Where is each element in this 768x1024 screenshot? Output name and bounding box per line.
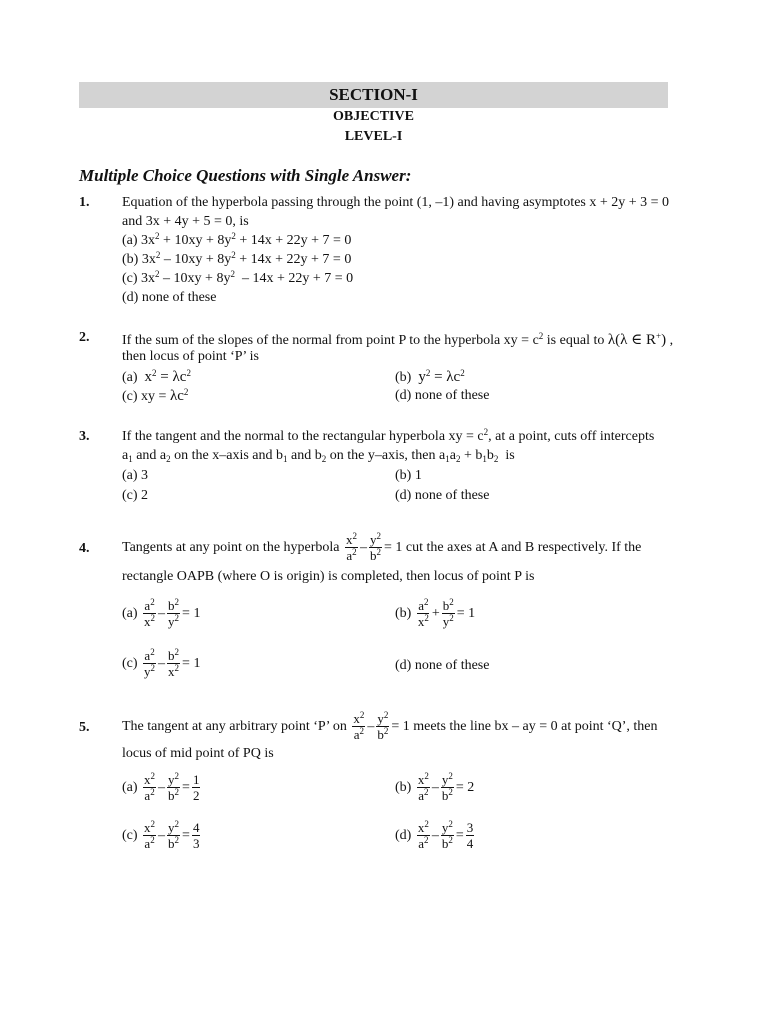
question-4-stem: Tangents at any point on the hyperbola $\frac{x^2}{a^2}$ – $\frac{y^2}{b^2}$ = 1 cut the axes at A and B respectively. If the [122, 531, 642, 564]
question-2-option-b: (b) $y^2 = \lambda c^2$ [395, 368, 465, 385]
question-5-option-b: (b) $\frac{x^2}{a^2}$ – $\frac{y^2}{b^2}$ = 2 [395, 771, 475, 804]
question-5-stem: The tangent at any arbitrary point ‘P’ on $\frac{x^2}{a^2}$ – $\frac{y^2}{b^2}$ = 1 meets the line bx – ay = 0 at point ‘Q’, then [122, 710, 658, 743]
question-3-stem-cont: $a_1$ and $a_2$ on the x–axis and $b_1$ and $b_2$ on the y–axis, then $a_1a_2 + b_1b_2$ is [122, 448, 515, 464]
question-5-stem-cont: locus of mid point of PQ is [122, 746, 274, 761]
question-3-option-b: (b) 1 [395, 468, 422, 483]
question-5-stem-text: The tangent at any arbitrary point ‘P’ on [122, 719, 347, 734]
question-4-stem-text: Tangents at any point on the hyperbola [122, 540, 340, 555]
question-4-number: 4. [79, 541, 90, 556]
objective-label: OBJECTIVE [333, 109, 414, 124]
question-2-stem-text: If the sum of the slopes of the normal from point P to the hyperbola xy = c [122, 333, 539, 348]
question-type-heading: Multiple Choice Questions with Single Answer: [79, 166, 412, 185]
question-1-option-d: (d) none of these [122, 290, 217, 305]
question-1-option-a: (a) $3x^2 + 10xy + 8y^2 + 14x + 22y + 7 = 0$ [122, 231, 352, 248]
question-5-option-a: (a) $\frac{x^2}{a^2}$ – $\frac{y^2}{b^2}$ = $\frac{1}{2}$ [122, 771, 200, 804]
question-3-option-c: (c) 2 [122, 488, 149, 503]
question-1-option-b: (b) $3x^2 - 10xy + 8y^2 + 14x + 22y + 7 = 0$ [122, 250, 352, 267]
question-4-stem-cont: rectangle OAPB (where O is origin) is completed, then locus of point P is [122, 569, 535, 584]
question-5-option-d: (d) $\frac{x^2}{a^2}$ – $\frac{y^2}{b^2}$ = $\frac{3}{4}$ [395, 819, 474, 852]
question-2-number: 2. [79, 330, 90, 345]
question-5-stem-text-2: = 1 meets the line bx – ay = 0 at point ‘Q’, then [391, 719, 658, 734]
question-5-number: 5. [79, 720, 90, 735]
question-1-option-c: (c) $3x^2 - 10xy + 8y^2 - 14x + 22y + 7 = 0$ [122, 269, 354, 286]
question-4-option-c: (c) $\frac{a^2}{y^2}$ – $\frac{b^2}{x^2}$ = 1 [122, 647, 201, 680]
question-5-option-c: (c) $\frac{x^2}{a^2}$ – $\frac{y^2}{b^2}$ = $\frac{4}{3}$ [122, 819, 200, 852]
section-header-band [79, 82, 668, 108]
question-4-option-d: (d) none of these [395, 658, 490, 673]
question-2-stem: If the sum of the slopes of the normal from point P to the hyperbola xy = $c^2$ is equal to λ(λ ∈ R+) , [122, 331, 674, 348]
question-3-stem: If the tangent and the normal to the rectangular hyperbola xy = $c^2$, at a point, cuts off intercepts [122, 427, 655, 444]
question-1-stem-cont: and 3x + 4y + 5 = 0, is [122, 214, 249, 229]
section-title: SECTION-I [329, 85, 418, 104]
option-label: (b) 3x [122, 252, 156, 267]
question-4-option-a: (a) $\frac{a^2}{x^2}$ – $\frac{b^2}{y^2}$ = 1 [122, 597, 201, 630]
question-1-number: 1. [79, 195, 90, 210]
option-label: (a) 3x [122, 233, 156, 248]
question-3-option-d: (d) none of these [395, 488, 490, 503]
question-3-option-a: (a) 3 [122, 468, 149, 483]
question-1-stem: Equation of the hyperbola passing through the point (1, –1) and having asymptotes x + 2y + 3 = 0 [122, 195, 670, 210]
level-label: LEVEL-I [344, 129, 403, 144]
question-3-stem-text: If the tangent and the normal to the rectangular hyperbola xy = c [122, 429, 484, 444]
question-4-stem-text-2: = 1 cut the axes at A and B respectively. If the [384, 540, 642, 555]
question-2-option-a: (a) $x^2 = \lambda c^2$ [122, 368, 191, 385]
question-3-number: 3. [79, 429, 90, 444]
question-2-option-c: (c) xy = $\lambda c^2$ [122, 387, 189, 404]
question-2-option-d: (d) none of these [395, 388, 490, 403]
question-4-option-b: (b) $\frac{a^2}{x^2}$ + $\frac{b^2}{y^2}$ = 1 [395, 597, 476, 630]
option-label: (c) 3x [122, 271, 156, 286]
question-2-stem-cont: then locus of point ‘P’ is [122, 349, 260, 364]
